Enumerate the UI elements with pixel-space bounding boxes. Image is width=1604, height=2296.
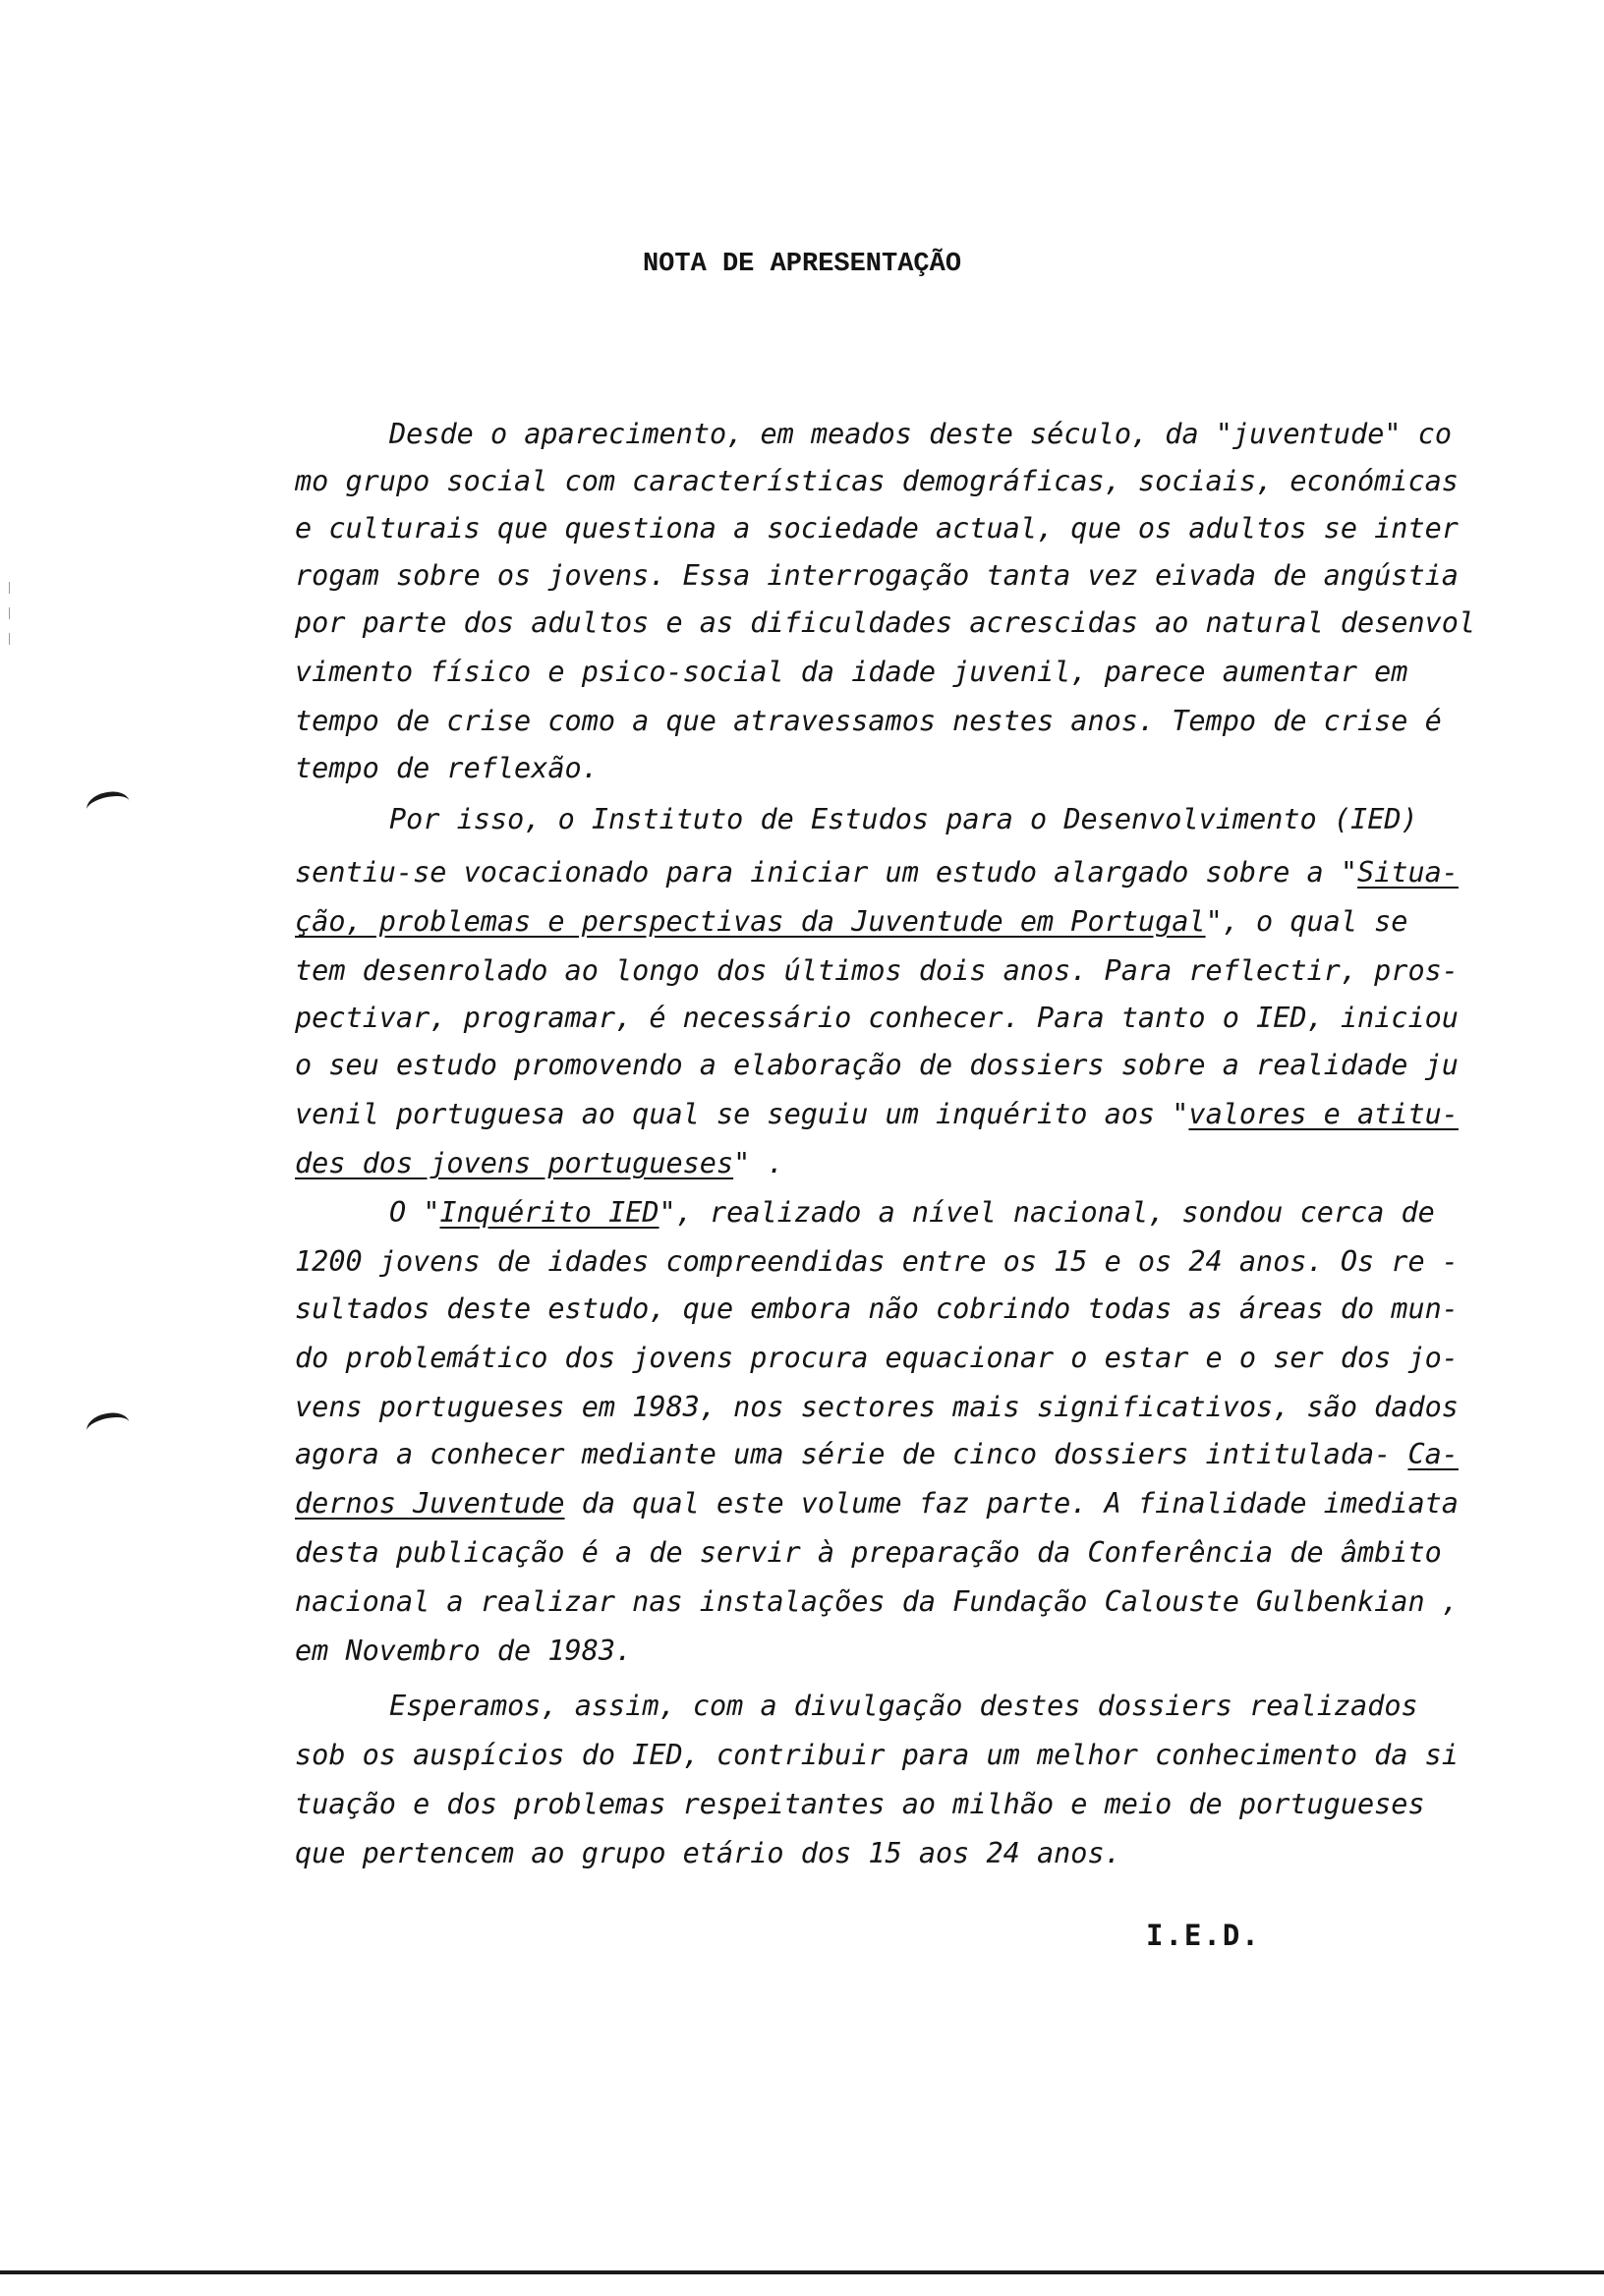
text-line xyxy=(295,1484,1459,1523)
underlined-text: Situa- xyxy=(1356,856,1459,889)
text-line xyxy=(295,1785,1425,1824)
text-line xyxy=(295,1144,784,1183)
text-segment: sultados deste estudo, que embora não cobrindo todas as áreas do mun- xyxy=(295,1292,1459,1325)
text-line xyxy=(295,1435,1459,1474)
document-title: NOTA DE APRESENTAÇÃO xyxy=(642,250,962,279)
text-line xyxy=(295,1046,1459,1085)
margin-marks xyxy=(9,582,12,670)
text-segment: agora a conhecer mediante uma série de cinco dossiers intitulada- xyxy=(295,1438,1408,1470)
text-line xyxy=(295,999,1459,1038)
text-segment: tempo de reflexão. xyxy=(295,752,599,784)
margin-bracket-mark xyxy=(85,788,133,824)
text-line xyxy=(295,951,1459,991)
text-line xyxy=(295,556,1459,596)
text-segment: mo grupo social com características demográficas, sociais, económicas xyxy=(295,465,1459,497)
bottom-rule xyxy=(0,2270,1604,2274)
text-segment: sentiu-se vocacionado para iniciar um estudo alargado sobre a " xyxy=(295,856,1357,889)
signature: I.E.D. xyxy=(1146,1919,1261,1952)
text-segment: pectivar, programar, é necessário conhecer. Para tanto o IED, iniciou xyxy=(295,1002,1459,1034)
text-line xyxy=(389,1687,1418,1726)
text-segment: rogam sobre os jovens. Essa interrogação tanta vez eivada de angústia xyxy=(295,559,1459,592)
text-segment: o seu estudo promovendo a elaboração de dossiers sobre a realidade ju xyxy=(295,1049,1459,1081)
text-line xyxy=(295,653,1407,692)
text-line xyxy=(295,1632,632,1671)
text-line xyxy=(295,1290,1459,1329)
text-segment: vimento físico e psico-social da idade juvenil, parece aumentar em xyxy=(295,656,1408,688)
underlined-text: dernos Juventude xyxy=(295,1487,565,1520)
text-segment: Por isso, o Instituto de Estudos para o Desenvolvimento (IED) xyxy=(389,803,1418,835)
text-segment: Desde o aparecimento, em meados deste século, da "juventude" co xyxy=(389,418,1452,450)
text-segment: ", realizado a nível nacional, sondou cerca de xyxy=(659,1196,1435,1229)
text-segment: 1200 jovens de idades compreendidas entre os 15 e os 24 anos. Os re - xyxy=(295,1245,1459,1278)
text-line xyxy=(389,800,1418,839)
text-segment: Esperamos, assim, com a divulgação destes dossiers realizados xyxy=(389,1690,1418,1722)
text-line xyxy=(389,1193,1435,1233)
text-line xyxy=(295,1582,1459,1622)
text-line xyxy=(295,1834,1121,1873)
underlined-text: des dos jovens portugueses xyxy=(295,1147,734,1179)
text-segment: nacional a realizar nas instalações da Fundação Calouste Gulbenkian , xyxy=(295,1585,1459,1618)
text-line xyxy=(295,902,1407,942)
text-line xyxy=(295,749,599,788)
text-segment: tuação e dos problemas respeitantes ao milhão e meio de portugueses xyxy=(295,1788,1425,1820)
text-segment: tem desenrolado ao longo dos últimos dois anos. Para reflectir, pros- xyxy=(295,954,1459,987)
underlined-text: valores e atitu- xyxy=(1188,1098,1459,1130)
text-line xyxy=(389,415,1452,454)
text-segment: do problemático dos jovens procura equacionar o estar e o ser dos jo- xyxy=(295,1342,1459,1374)
text-segment: que pertencem ao grupo etário dos 15 aos 24 anos. xyxy=(295,1837,1121,1869)
text-segment: venil portuguesa ao qual se seguiu um inquérito aos " xyxy=(295,1098,1189,1130)
text-line xyxy=(295,702,1442,741)
text-segment: tempo de crise como a que atravessamos nestes anos. Tempo de crise é xyxy=(295,705,1442,737)
text-line xyxy=(295,1388,1459,1427)
text-segment: em Novembro de 1983. xyxy=(295,1635,633,1667)
text-segment: da qual este volume faz parte. A finalidade imediata xyxy=(564,1487,1459,1520)
text-line xyxy=(295,853,1459,892)
text-segment: e culturais que questiona a sociedade actual, que os adultos se inter xyxy=(295,512,1459,545)
text-segment: desta publicação é a de servir à preparação da Conferência de âmbito xyxy=(295,1536,1442,1569)
underlined-text: Ca- xyxy=(1407,1438,1459,1470)
underlined-text: ção, problemas e perspectivas da Juventude em Portugal xyxy=(295,905,1206,938)
text-line xyxy=(295,603,1475,643)
margin-bracket-mark xyxy=(85,1409,133,1445)
text-line xyxy=(295,1095,1459,1134)
underlined-text: Inquérito IED xyxy=(439,1196,659,1229)
text-line xyxy=(295,1242,1459,1282)
text-line xyxy=(295,509,1459,548)
text-line xyxy=(295,1736,1459,1775)
text-segment: vens portugueses em 1983, nos sectores mais significativos, são dados xyxy=(295,1391,1459,1423)
text-segment: ", o qual se xyxy=(1205,905,1408,938)
text-segment: O " xyxy=(389,1196,440,1229)
text-segment: por parte dos adultos e as dificuldades acrescidas ao natural desenvol xyxy=(295,606,1476,639)
text-line xyxy=(295,462,1459,501)
text-line xyxy=(295,1339,1459,1378)
text-segment: sob os auspícios do IED, contribuir para um melhor conhecimento da si xyxy=(295,1739,1459,1771)
text-segment: " . xyxy=(733,1147,784,1179)
text-line xyxy=(295,1533,1442,1573)
